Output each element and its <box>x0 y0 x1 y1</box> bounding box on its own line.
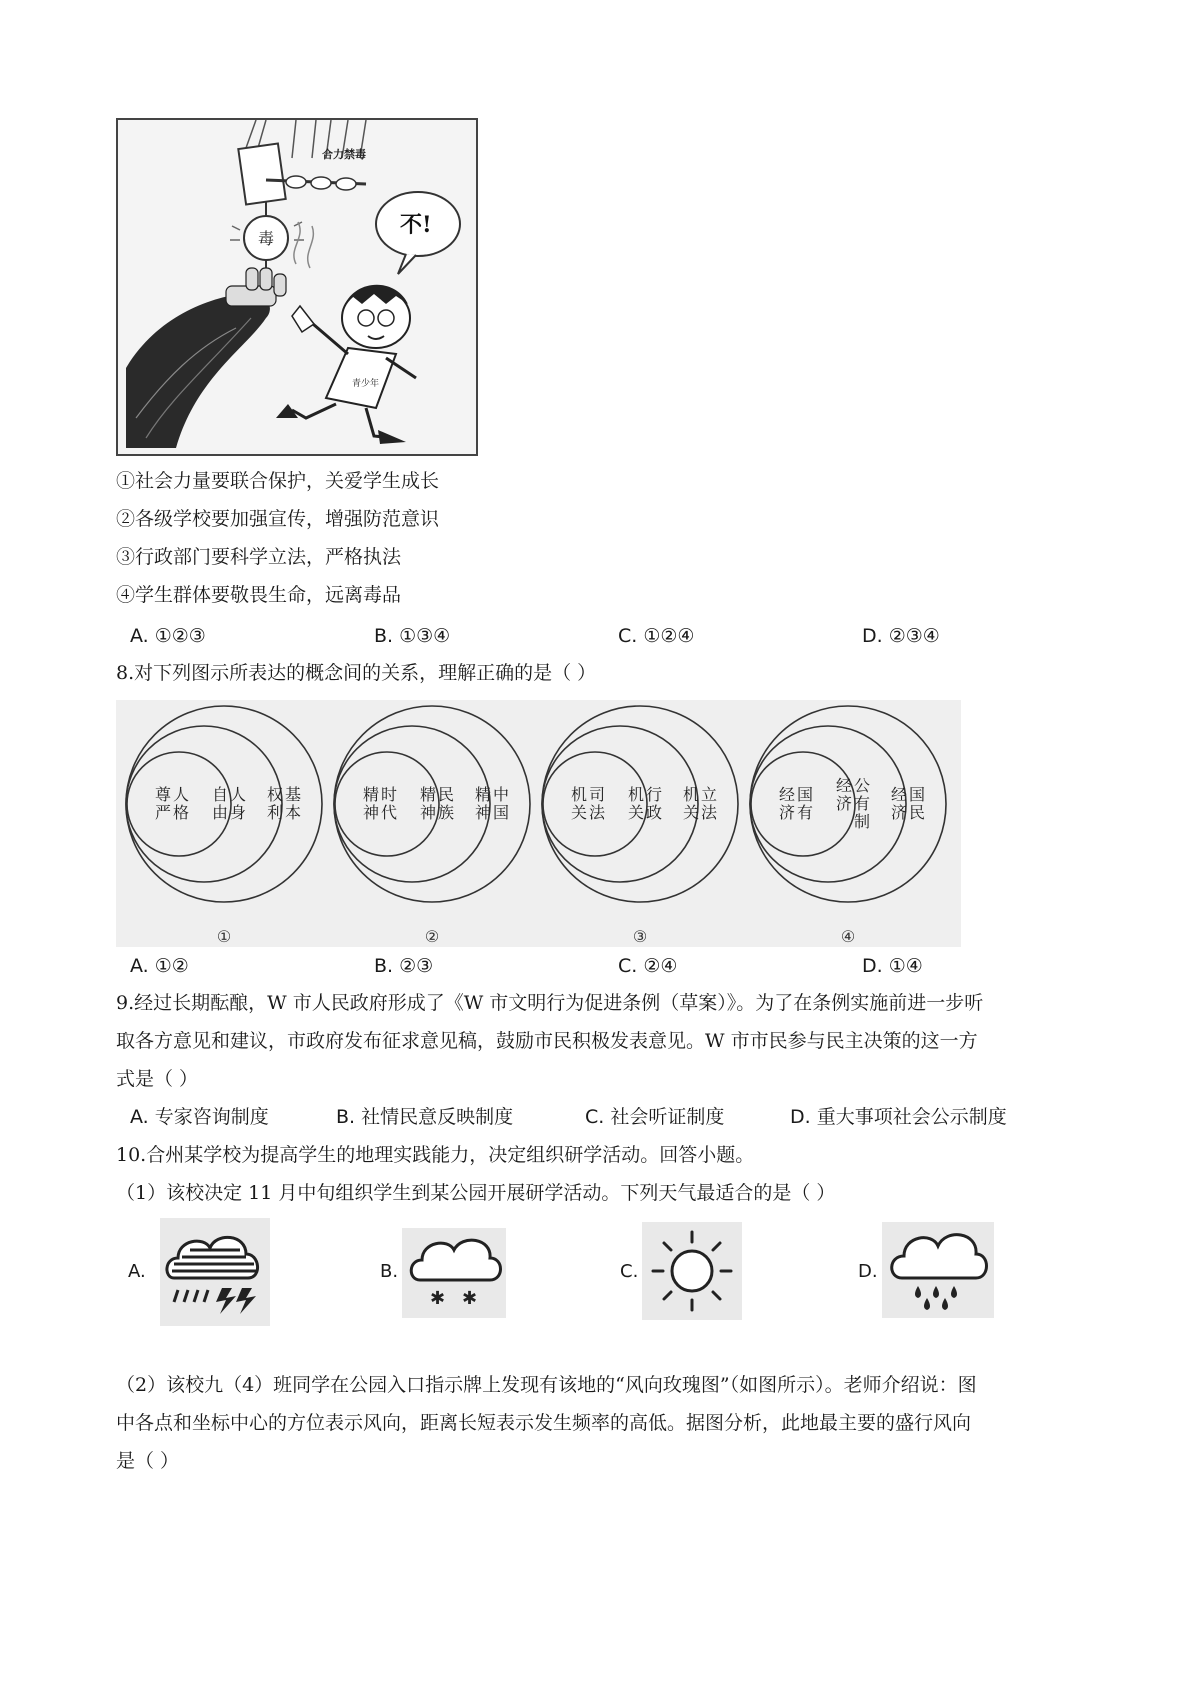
q7-statement-4: ④学生群体要敬畏生命，远离毒品 <box>116 584 402 606</box>
q10-sub1: （1）该校决定 11 月中旬组织学生到某公园开展研学活动。下列天气最适合的是（ ） <box>116 1182 836 1204</box>
q9-stem-line-2: 取各方意见和建议，市政府发布征求意见稿，鼓励市民积极发表意见。W 市市民参与民主决策的这一方 <box>116 1030 978 1052</box>
q7-option-c[interactable]: C. ①②④ <box>618 625 695 647</box>
venn-label: 国民经济 <box>890 785 926 822</box>
venn-label: 时代精神 <box>362 785 398 822</box>
q7-option-a[interactable]: A. ①②③ <box>130 625 206 647</box>
weather-option-b-label[interactable]: B. <box>380 1261 399 1282</box>
q9-option-c[interactable]: C. 社会听证制度 <box>585 1106 725 1128</box>
sunny-icon[interactable] <box>642 1222 742 1320</box>
venn-label: 公有制经济 <box>835 776 871 831</box>
q7-statement-3: ③行政部门要科学立法，严格执法 <box>116 546 402 568</box>
shirt-text: 青少年 <box>352 379 380 389</box>
thunderstorm-icon[interactable] <box>160 1218 270 1326</box>
q8-option-a[interactable]: A. ①② <box>130 955 189 977</box>
rain-icon[interactable] <box>882 1222 994 1318</box>
q7-statement-2: ②各级学校要加强宣传，增强防范意识 <box>116 508 440 530</box>
snow-icon[interactable] <box>402 1228 506 1318</box>
q10-sub2-line-3: 是（ ） <box>116 1450 180 1472</box>
q9-stem-line-1: 9.经过长期酝酿，W 市人民政府形成了《W 市文明行为促进条例（草案）》。为了在条例实施前进一步听 <box>116 992 984 1014</box>
venn-number: ④ <box>840 927 856 946</box>
q7-statement-1: ①社会力量要联合保护，关爱学生成长 <box>116 470 440 492</box>
q8-option-d[interactable]: D. ①④ <box>862 955 923 977</box>
q10-sub2-line-1: （2）该校九（4）班同学在公园入口指示牌上发现有该地的“风向玫瑰图”（如图所示）。老师介绍说：图 <box>116 1374 977 1396</box>
q10-sub2-line-2: 中各点和坐标中心的方位表示风向，距离长短表示发生频率的高低。据图分析，此地最主要的盛行风向 <box>116 1412 972 1434</box>
q7-option-d[interactable]: D. ②③④ <box>862 625 940 647</box>
venn-label: 基本权利 <box>266 785 302 822</box>
venn-number: ③ <box>632 927 648 946</box>
q9-option-b[interactable]: B. 社情民意反映制度 <box>336 1106 514 1128</box>
q9-stem-line-3: 式是（ ） <box>116 1068 199 1090</box>
q7-option-b[interactable]: B. ①③④ <box>374 625 451 647</box>
speech-text: 不! <box>400 212 432 238</box>
venn-label: 国有经济 <box>778 785 814 822</box>
q9-option-d[interactable]: D. 重大事项社会公示制度 <box>790 1106 1007 1128</box>
venn-label: 民族精神 <box>419 785 455 822</box>
concept-venn-diagrams <box>116 700 961 947</box>
q10-stem: 10.合州某学校为提高学生的地理实践能力，决定组织研学活动。回答小题。 <box>116 1144 755 1166</box>
q8-option-c[interactable]: C. ②④ <box>618 955 678 977</box>
venn-label: 人身自由 <box>211 785 247 822</box>
svg-text:✱: ✱ <box>462 1288 478 1309</box>
venn-label: 人格尊严 <box>154 785 190 822</box>
venn-label: 中国精神 <box>474 785 510 822</box>
svg-text:✱: ✱ <box>430 1288 446 1309</box>
q9-option-a[interactable]: A. 专家咨询制度 <box>130 1106 269 1128</box>
venn-label: 司法机关 <box>570 785 606 822</box>
venn-label: 立法机关 <box>682 785 718 822</box>
venn-number: ② <box>424 927 440 946</box>
venn-number: ① <box>216 927 232 946</box>
weather-option-d-label[interactable]: D. <box>858 1261 878 1282</box>
anti-drug-cartoon <box>116 118 478 456</box>
cartoon-sign-text: 合力禁毒 <box>322 148 366 161</box>
venn-label: 行政机关 <box>627 785 663 822</box>
weather-option-a-label[interactable]: A. <box>128 1261 146 1282</box>
weather-option-c-label[interactable]: C. <box>620 1261 639 1282</box>
lantern-text: 毒 <box>258 229 275 248</box>
q8-stem: 8.对下列图示所表达的概念间的关系，理解正确的是（ ） <box>116 662 597 684</box>
q8-option-b[interactable]: B. ②③ <box>374 955 434 977</box>
